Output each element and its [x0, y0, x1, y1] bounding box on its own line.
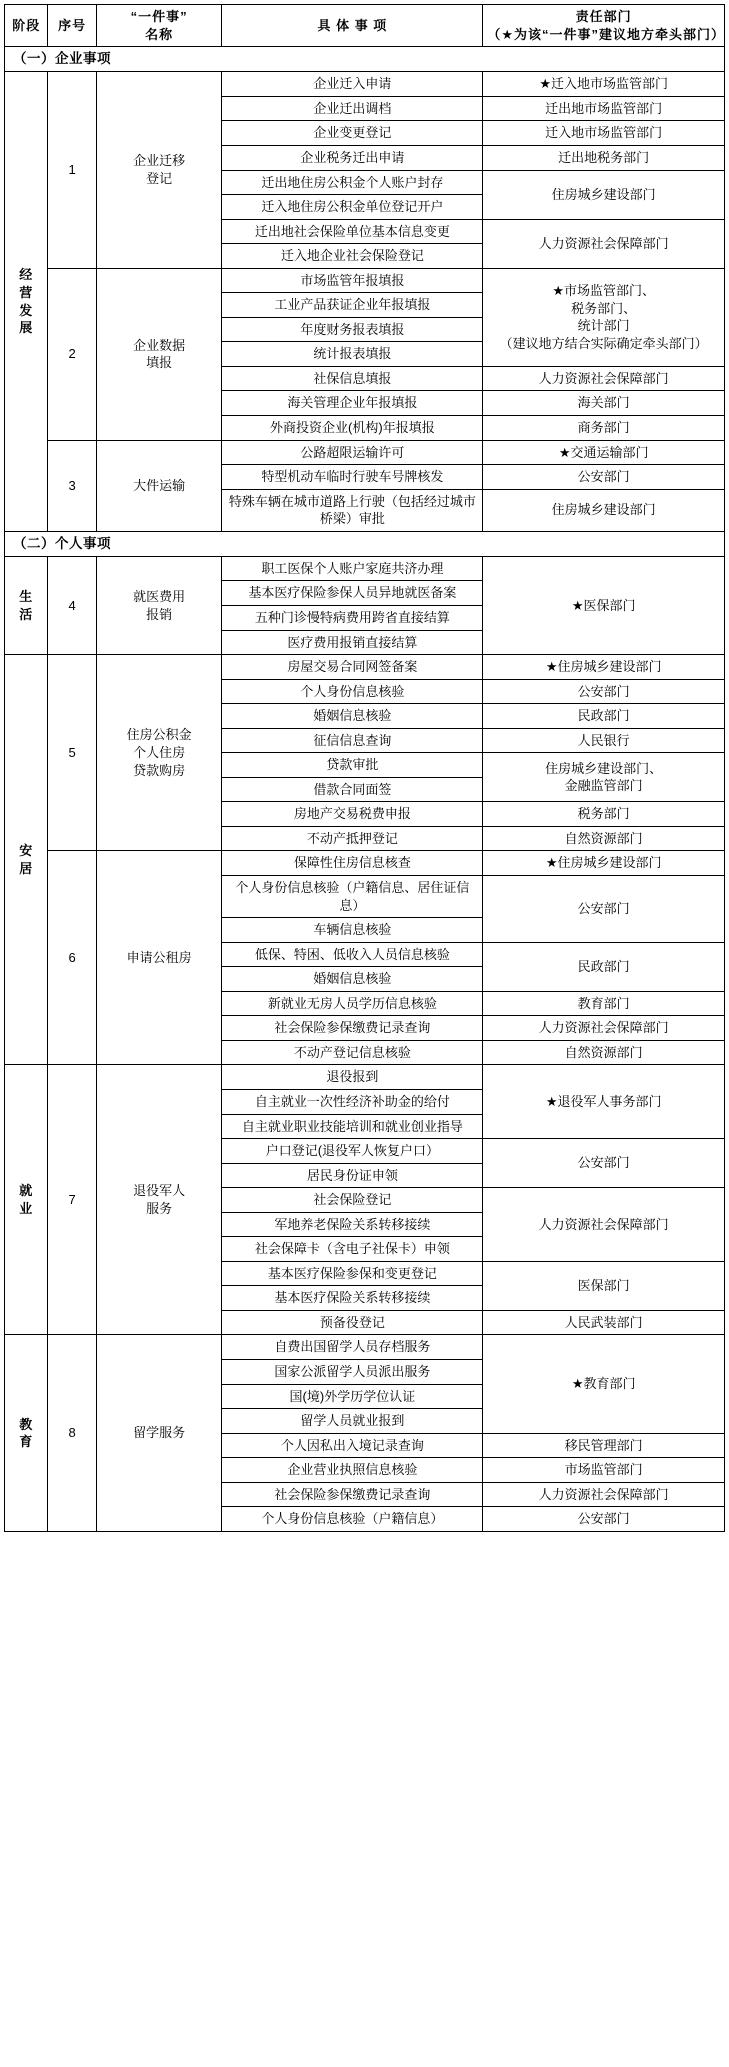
table-row — [5, 655, 725, 680]
table-row — [5, 851, 725, 876]
section-label: （一）企业事项 — [5, 47, 725, 72]
header-name — [96, 5, 222, 47]
group-number: 5 — [48, 655, 96, 851]
service-item: 职工医保个人账户家庭共济办理 — [222, 556, 483, 581]
responsible-department: 迁出地市场监管部门 — [483, 96, 725, 121]
service-item: 预备役登记 — [222, 1310, 483, 1335]
table-row — [5, 556, 725, 581]
responsible-department: 公安部门 — [483, 1507, 725, 1532]
service-item: 企业迁出调档 — [222, 96, 483, 121]
header-name-line2: 名称 — [145, 26, 174, 42]
stage-cell: 教 育 — [5, 1335, 48, 1531]
header-stage: 阶段 — [5, 5, 48, 47]
group-name: 退役军人 服务 — [96, 1065, 222, 1335]
group-name: 企业迁移 登记 — [96, 72, 222, 268]
group-name: 申请公租房 — [96, 851, 222, 1065]
service-item: 社保信息填报 — [222, 366, 483, 391]
section-row — [5, 47, 725, 72]
header-dept — [483, 5, 725, 47]
responsible-department: 医保部门 — [483, 1261, 725, 1310]
responsible-department: 自然资源部门 — [483, 826, 725, 851]
service-item: 贷款审批 — [222, 753, 483, 778]
responsible-department: 人力资源社会保障部门 — [483, 1016, 725, 1041]
header-name-line1: “一件事” — [130, 9, 188, 24]
stage-cell: 生 活 — [5, 556, 48, 654]
service-item: 社会保险参保缴费记录查询 — [222, 1016, 483, 1041]
group-number: 3 — [48, 440, 96, 531]
table-row — [5, 1335, 725, 1360]
responsible-department: 住房城乡建设部门、 金融监管部门 — [483, 753, 725, 802]
responsible-department: 税务部门 — [483, 802, 725, 827]
service-item: 国(境)外学历学位认证 — [222, 1384, 483, 1409]
service-item: 借款合同面签 — [222, 777, 483, 802]
service-item: 社会保险参保缴费记录查询 — [222, 1482, 483, 1507]
service-item: 保障性住房信息核查 — [222, 851, 483, 876]
service-item: 低保、特困、低收入人员信息核验 — [222, 942, 483, 967]
service-item: 个人身份信息核验（户籍信息） — [222, 1507, 483, 1532]
service-item: 婚姻信息核验 — [222, 967, 483, 992]
responsible-department: ★交通运输部门 — [483, 440, 725, 465]
responsible-department: 商务部门 — [483, 415, 725, 440]
responsible-department: 人力资源社会保障部门 — [483, 1188, 725, 1262]
responsible-department: 人力资源社会保障部门 — [483, 366, 725, 391]
group-name: 留学服务 — [96, 1335, 222, 1531]
responsible-department: ★医保部门 — [483, 556, 725, 654]
responsible-department: 人力资源社会保障部门 — [483, 1482, 725, 1507]
service-item: 车辆信息核验 — [222, 918, 483, 943]
table-body — [5, 47, 725, 1532]
group-name: 就医费用 报销 — [96, 556, 222, 654]
responsible-department: 人民武装部门 — [483, 1310, 725, 1335]
responsible-department: 海关部门 — [483, 391, 725, 416]
responsible-department: 教育部门 — [483, 991, 725, 1016]
header-row — [5, 5, 725, 47]
group-number: 7 — [48, 1065, 96, 1335]
service-item: 社会保障卡（含电子社保卡）申领 — [222, 1237, 483, 1262]
responsible-department: ★退役军人事务部门 — [483, 1065, 725, 1139]
header-item: 具 体 事 项 — [222, 5, 483, 47]
service-item: 自费出国留学人员存档服务 — [222, 1335, 483, 1360]
table-header — [5, 5, 725, 47]
table-row — [5, 1065, 725, 1090]
responsible-department: 迁出地税务部门 — [483, 145, 725, 170]
responsible-department: 公安部门 — [483, 876, 725, 943]
service-item: 房地产交易税费申报 — [222, 802, 483, 827]
service-item: 个人因私出入境记录查询 — [222, 1433, 483, 1458]
service-item: 外商投资企业(机构)年报填报 — [222, 415, 483, 440]
responsible-department: ★教育部门 — [483, 1335, 725, 1433]
government-services-table — [4, 4, 725, 1532]
responsible-department: 住房城乡建设部门 — [483, 489, 725, 531]
service-item: 居民身份证申领 — [222, 1163, 483, 1188]
service-item: 房屋交易合同网签备案 — [222, 655, 483, 680]
service-item: 新就业无房人员学历信息核验 — [222, 991, 483, 1016]
service-item: 个人身份信息核验（户籍信息、居住证信息） — [222, 876, 483, 918]
service-item: 工业产品获证企业年报填报 — [222, 293, 483, 318]
service-item: 个人身份信息核验 — [222, 679, 483, 704]
service-item: 基本医疗保险参保人员异地就医备案 — [222, 581, 483, 606]
stage-cell: 安 居 — [5, 655, 48, 1065]
service-item: 企业变更登记 — [222, 121, 483, 146]
header-no: 序号 — [48, 5, 96, 47]
service-item: 迁出地住房公积金个人账户封存 — [222, 170, 483, 195]
responsible-department: 迁入地市场监管部门 — [483, 121, 725, 146]
responsible-department: 公安部门 — [483, 1139, 725, 1188]
responsible-department: 公安部门 — [483, 465, 725, 490]
service-item: 公路超限运输许可 — [222, 440, 483, 465]
section-label: （二）个人事项 — [5, 531, 725, 556]
responsible-department: 民政部门 — [483, 704, 725, 729]
service-item: 企业迁入申请 — [222, 72, 483, 97]
service-item: 企业税务迁出申请 — [222, 145, 483, 170]
section-row — [5, 531, 725, 556]
service-item: 自主就业职业技能培训和就业创业指导 — [222, 1114, 483, 1139]
service-item: 军地养老保险关系转移接续 — [222, 1212, 483, 1237]
table-row — [5, 268, 725, 293]
service-item: 不动产登记信息核验 — [222, 1040, 483, 1065]
service-item: 统计报表填报 — [222, 342, 483, 367]
group-number: 4 — [48, 556, 96, 654]
service-item: 医疗费用报销直接结算 — [222, 630, 483, 655]
service-item: 婚姻信息核验 — [222, 704, 483, 729]
group-number: 6 — [48, 851, 96, 1065]
responsible-department: 移民管理部门 — [483, 1433, 725, 1458]
responsible-department: ★住房城乡建设部门 — [483, 851, 725, 876]
stage-cell: 经 营 发 展 — [5, 72, 48, 531]
responsible-department: 公安部门 — [483, 679, 725, 704]
service-item: 自主就业一次性经济补助金的给付 — [222, 1089, 483, 1114]
responsible-department: ★市场监管部门、 税务部门、 统计部门 （建议地方结合实际确定牵头部门） — [483, 268, 725, 366]
service-item: 海关管理企业年报填报 — [222, 391, 483, 416]
service-item: 企业营业执照信息核验 — [222, 1458, 483, 1483]
service-item: 五种门诊慢特病费用跨省直接结算 — [222, 606, 483, 631]
table-row — [5, 440, 725, 465]
group-name: 企业数据 填报 — [96, 268, 222, 440]
group-number: 2 — [48, 268, 96, 440]
group-name: 大件运输 — [96, 440, 222, 531]
service-item: 退役报到 — [222, 1065, 483, 1090]
service-item: 留学人员就业报到 — [222, 1409, 483, 1434]
service-item: 户口登记(退役军人恢复户口） — [222, 1139, 483, 1164]
responsible-department: 自然资源部门 — [483, 1040, 725, 1065]
service-item: 特型机动车临时行驶车号牌核发 — [222, 465, 483, 490]
table-row — [5, 72, 725, 97]
header-dept-line1: 责任部门 — [575, 9, 632, 24]
service-item: 特殊车辆在城市道路上行驶（包括经过城市桥梁）审批 — [222, 489, 483, 531]
service-item: 迁出地社会保险单位基本信息变更 — [222, 219, 483, 244]
responsible-department: 市场监管部门 — [483, 1458, 725, 1483]
group-name: 住房公积金 个人住房 贷款购房 — [96, 655, 222, 851]
service-item: 迁入地企业社会保险登记 — [222, 244, 483, 269]
responsible-department: 人力资源社会保障部门 — [483, 219, 725, 268]
responsible-department: 人民银行 — [483, 728, 725, 753]
service-item: 基本医疗保险参保和变更登记 — [222, 1261, 483, 1286]
service-item: 基本医疗保险关系转移接续 — [222, 1286, 483, 1311]
header-dept-line2: （★为该“一件事”建议地方牵头部门） — [487, 26, 726, 42]
service-item: 市场监管年报填报 — [222, 268, 483, 293]
service-item: 国家公派留学人员派出服务 — [222, 1359, 483, 1384]
responsible-department: 民政部门 — [483, 942, 725, 991]
service-item: 征信信息查询 — [222, 728, 483, 753]
group-number: 1 — [48, 72, 96, 268]
responsible-department: ★住房城乡建设部门 — [483, 655, 725, 680]
stage-cell: 就 业 — [5, 1065, 48, 1335]
service-item: 年度财务报表填报 — [222, 317, 483, 342]
group-number: 8 — [48, 1335, 96, 1531]
responsible-department: ★迁入地市场监管部门 — [483, 72, 725, 97]
service-item: 社会保险登记 — [222, 1188, 483, 1213]
service-item: 不动产抵押登记 — [222, 826, 483, 851]
service-item: 迁入地住房公积金单位登记开户 — [222, 195, 483, 220]
responsible-department: 住房城乡建设部门 — [483, 170, 725, 219]
